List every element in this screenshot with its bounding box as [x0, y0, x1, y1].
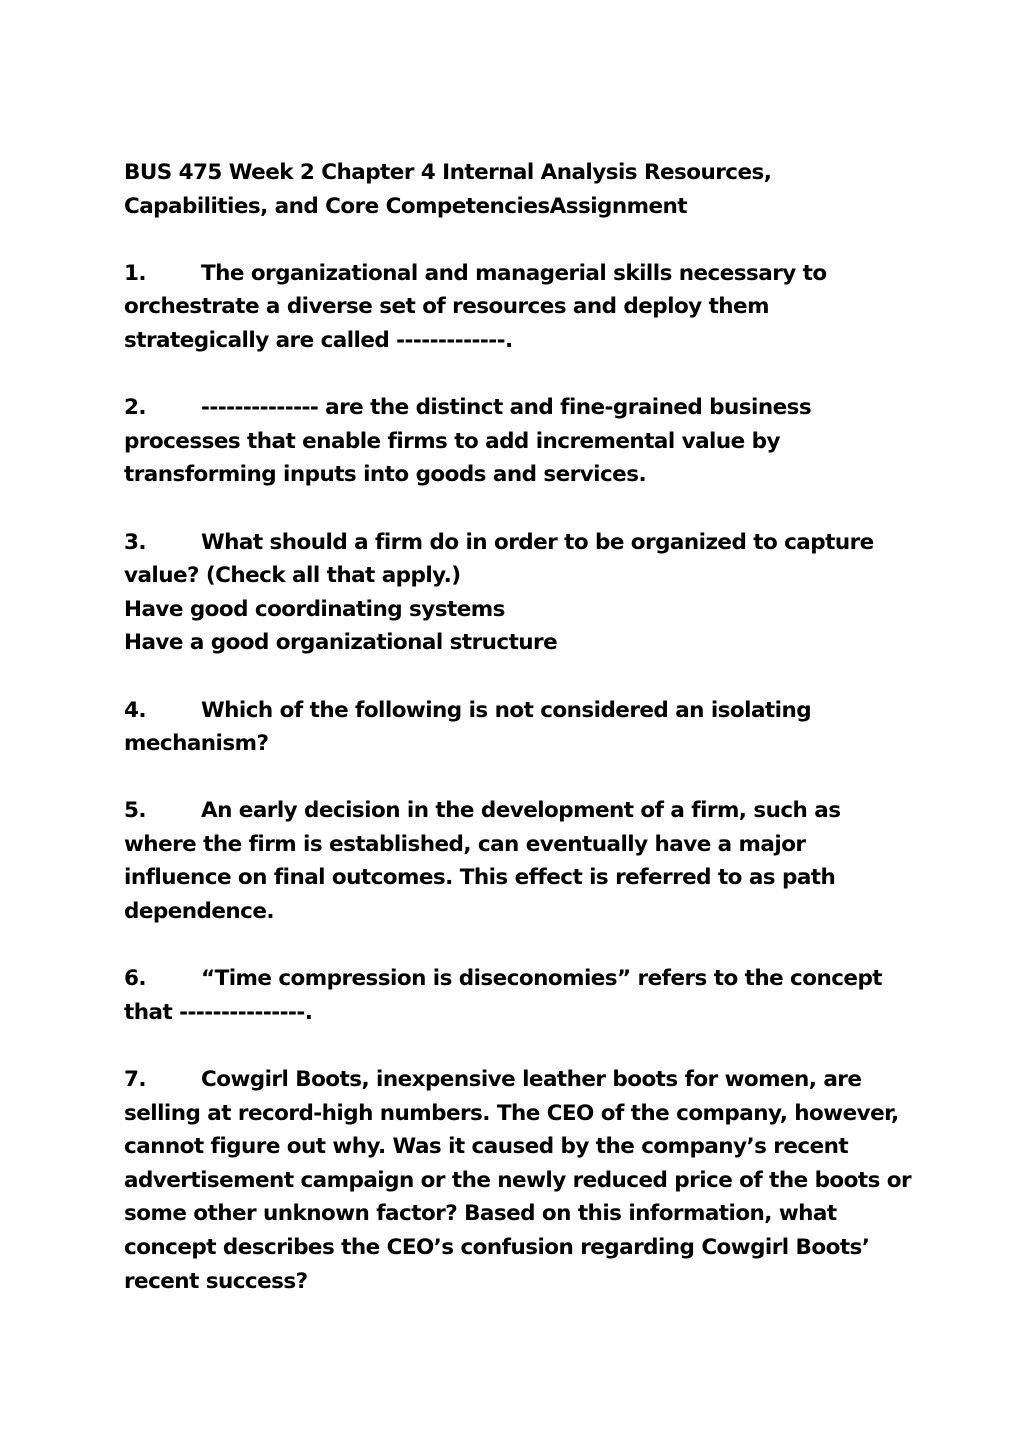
question-number: 4. — [124, 697, 147, 723]
question-3 — [124, 526, 914, 660]
question-7 — [124, 1063, 914, 1298]
question-1 — [124, 257, 914, 358]
document-page — [124, 156, 914, 1332]
document-title: BUS 475 Week 2 Chapter 4 Internal Analysis Resources, Capabilities, and Core CompetenciesAssignment — [124, 160, 772, 219]
question-text: The organizational and managerial skills necessary to orchestrate a diverse set of resources and deploy them strategically are called -------------. — [124, 260, 827, 353]
question-text: Cowgirl Boots, inexpensive leather boots for women, are selling at record-high numbers. The CEO of the company, however, cannot figure out why. Was it caused by the company’s recent advertisement campaign or the newly reduced price of the boots or some other unknown factor? Based on this information, what concept describes the CEO’s confusion regarding Cowgirl Boots’ recent success? — [124, 1067, 912, 1294]
question-2 — [124, 391, 914, 492]
question-5 — [124, 794, 914, 928]
question-number: 7. — [124, 1067, 147, 1093]
question-text: Which of the following is not considered an isolating mechanism? — [124, 697, 812, 757]
question-text: An early decision in the development of a firm, such as where the firm is established, can eventually have a major influence on final outcomes. This effect is referred to as path dependence. — [124, 798, 841, 925]
question-text: “Time compression is diseconomies” refers to the concept that ---------------. — [124, 966, 883, 1025]
answer-line: Have good coordinating systems — [124, 596, 505, 622]
answer-line: Have a good organizational structure — [124, 630, 558, 656]
question-number: 1. — [124, 260, 147, 286]
question-6 — [124, 962, 914, 1029]
question-number: 6. — [124, 966, 147, 992]
question-number: 3. — [124, 529, 147, 555]
question-number: 5. — [124, 798, 147, 824]
question-text: What should a firm do in order to be organized to capture value? (Check all that apply.) — [124, 529, 874, 589]
question-4 — [124, 694, 914, 761]
question-number: 2. — [124, 395, 147, 421]
question-text: -------------- are the distinct and fine-grained business processes that enable firms to add incremental value by transforming inputs into goods and services. — [124, 395, 812, 488]
